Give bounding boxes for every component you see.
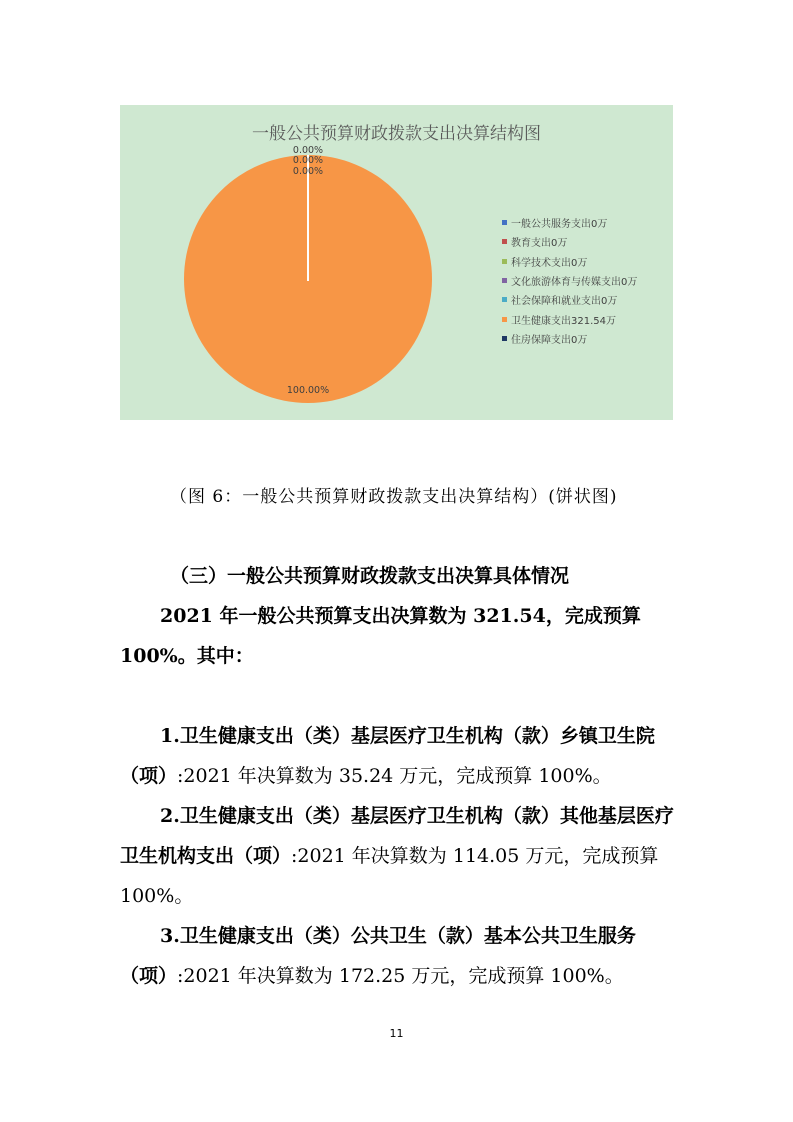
pie-data-label-3: 100.00% [286,385,330,396]
item-3-title: 3.卫生健康支出（类）公共卫生（款）基本公共卫生服务（项） [120,925,636,987]
figure-caption: （图 6：一般公共预算财政拨款支出决算结构）(饼状图) [170,487,618,507]
section-heading: （三）一般公共预算财政拨款支出决算具体情况 [170,565,570,587]
summary-paragraph: 2021 年一般公共预算支出决算数为 321.54，完成预算 100%。其中： [120,605,641,667]
legend-label: 科学技术支出0万 [511,257,588,269]
legend-label: 住房保障支出0万 [511,334,588,346]
legend-label: 教育支出0万 [511,238,568,250]
pie-data-label-1: 0.00% [292,155,324,166]
pie-data-label-2: 0.00% [292,166,324,177]
page-number: 11 [389,1027,404,1040]
legend-swatch [502,239,507,244]
legend-swatch [502,336,507,341]
legend-item [502,232,637,251]
legend-label: 文化旅游体育与传媒支出0万 [511,277,638,289]
pie-data-label-0: 0.00% [292,145,324,156]
legend-item [502,290,637,309]
legend-item [502,309,637,328]
legend-item [502,252,637,271]
legend-item [502,329,637,348]
legend-item [502,213,637,232]
legend-swatch [502,278,507,283]
item-1-detail: :2021 年决算数为 35.24 万元，完成预算 100%。 [177,765,612,787]
chart-title: 一般公共预算财政拨款支出决算结构图 [252,124,541,144]
item-1 [120,716,675,796]
legend-swatch [502,297,507,302]
item-1-title: 1.卫生健康支出（类）基层医疗卫生机构（款）乡镇卫生院（项） [120,725,655,787]
legend-item [502,271,637,290]
legend-label: 社会保障和就业支出0万 [511,296,618,308]
item-3 [120,916,675,996]
item-2-detail: :2021 年决算数为 114.05 万元，完成预算 100%。 [120,845,659,907]
legend-swatch [502,220,507,225]
legend-swatch [502,317,507,322]
legend-label: 一般公共服务支出0万 [511,219,608,231]
item-2-title: 2.卫生健康支出（类）基层医疗卫生机构（款）其他基层医疗卫生机构支出（项） [120,805,674,867]
chart-legend [502,213,637,348]
item-2 [120,796,675,916]
legend-label: 卫生健康支出321.54万 [511,315,616,327]
legend-swatch [502,259,507,264]
pie-chart [120,105,673,420]
item-3-detail: :2021 年决算数为 172.25 万元，完成预算 100%。 [177,965,624,987]
